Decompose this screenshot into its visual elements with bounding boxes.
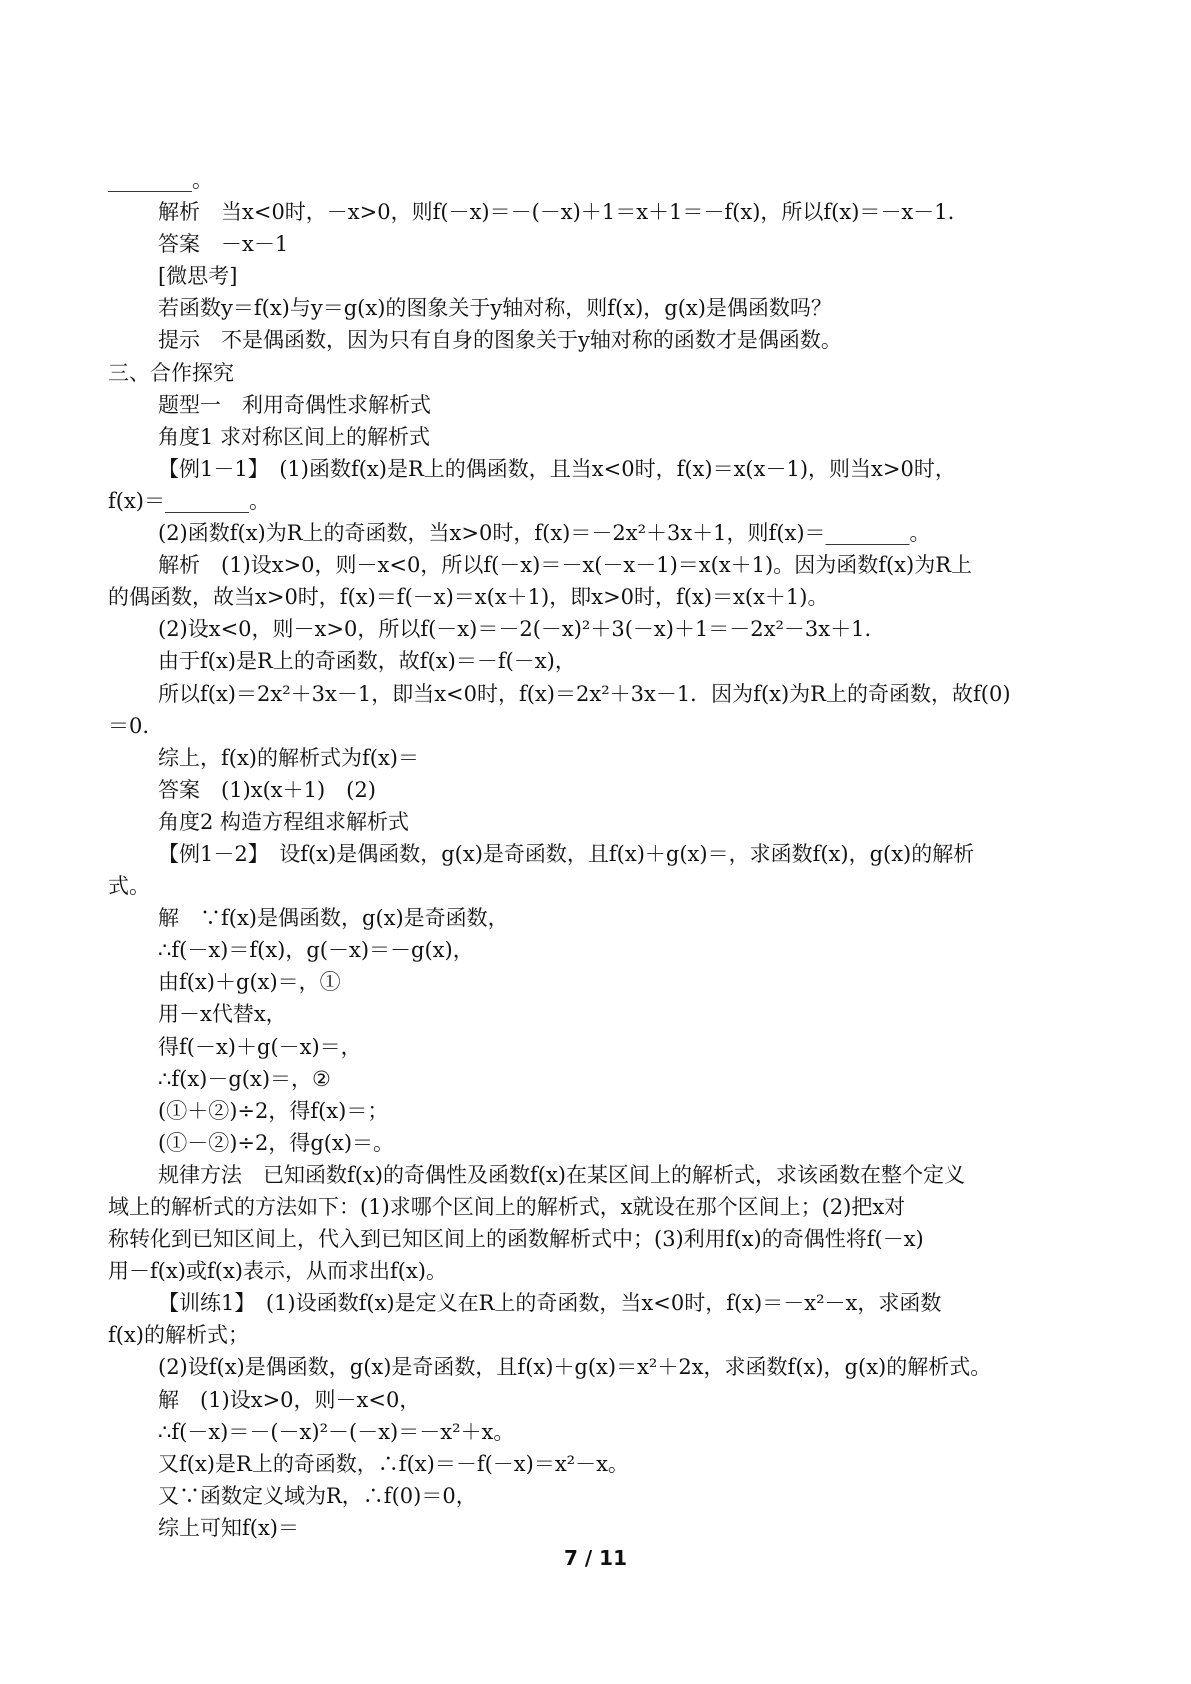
- text-line: (2)函数f(x)为R上的奇函数，当x>0时，f(x)＝－2x²＋3x＋1，则f(x)＝________。: [158, 521, 931, 546]
- text-line: 得f(－x)＋g(－x)＝，: [158, 1034, 362, 1059]
- text-line: ∴f(－x)＝f(x)，g(－x)＝－g(x)，: [158, 938, 474, 963]
- text-line: 综上可知f(x)＝: [158, 1515, 300, 1540]
- text-line: 又∵函数定义域为R，∴f(0)＝0，: [158, 1483, 477, 1508]
- text-line: (2)设f(x)是偶函数，g(x)是奇函数，且f(x)＋g(x)＝x²＋2x，求函数f(x)，g(x)的解析式。: [158, 1355, 992, 1380]
- text-line: (①＋②)÷2，得f(x)＝；: [158, 1098, 389, 1123]
- text-line: 角度2 构造方程组求解析式: [158, 809, 410, 834]
- text-line: 题型一 利用奇偶性求解析式: [158, 392, 431, 417]
- text-line: 解析 当x<0时，－x>0，则f(－x)＝－(－x)＋1＝x＋1＝－f(x)，所以f(x)＝－x－1.: [158, 200, 955, 225]
- text-line: 角度1 求对称区间上的解析式: [158, 424, 431, 449]
- page-number: 7 / 11: [564, 1546, 627, 1570]
- text-line: 式。: [108, 874, 150, 899]
- text-line: 规律方法 已知函数f(x)的奇偶性及函数f(x)在某区间上的解析式，求该函数在整个定义: [158, 1162, 965, 1187]
- text-line: 解 ∵f(x)是偶函数，g(x)是奇函数，: [158, 906, 509, 931]
- text-line: 的偶函数，故当x>0时，f(x)＝f(－x)＝x(x＋1)，即x>0时，f(x)＝x(x＋1)。: [108, 585, 829, 610]
- text-line: ∴f(x)－g(x)＝，②: [158, 1066, 331, 1091]
- text-line: 解析 (1)设x>0，则－x<0，所以f(－x)＝－x(－x－1)＝x(x＋1)。因为函数f(x)为R上: [158, 553, 973, 578]
- text-line: 由f(x)＋g(x)＝，①: [158, 970, 341, 995]
- text-line: 【训练1】 (1)设函数f(x)是定义在R上的奇函数，当x<0时，f(x)＝－x²－x，求函数: [158, 1291, 942, 1316]
- text-line: 【例1－1】 (1)函数f(x)是R上的偶函数，且当x<0时，f(x)＝x(x－1)，则当x>0时，: [158, 456, 956, 481]
- text-line: f(x)＝________。: [108, 488, 271, 513]
- text-line: 称转化到已知区间上，代入到已知区间上的函数解析式中；(3)利用f(x)的奇偶性将f(－x): [108, 1227, 924, 1252]
- text-line: 【例1－2】 设f(x)是偶函数，g(x)是奇函数，且f(x)＋g(x)＝，求函数f(x)，g(x)的解析: [158, 841, 975, 866]
- text-line: (①－②)÷2，得g(x)＝。: [158, 1130, 395, 1155]
- text-line: ________。: [108, 168, 213, 192]
- text-line: f(x)的解析式；: [108, 1323, 250, 1348]
- text-line: 用－x代替x，: [158, 1002, 287, 1027]
- text-line: 用－f(x)或f(x)表示，从而求出f(x)。: [108, 1259, 448, 1284]
- document-body: [108, 164, 1088, 1544]
- text-line: 三、合作探究: [108, 360, 234, 385]
- text-line: ＝0.: [108, 713, 150, 738]
- text-line: 提示 不是偶函数，因为只有自身的图象关于y轴对称的函数才是偶函数。: [158, 328, 842, 353]
- text-line: 所以f(x)＝2x²＋3x－1，即当x<0时，f(x)＝2x²＋3x－1．因为f(x)为R上的奇函数，故f(0): [158, 681, 1011, 706]
- text-line: 综上，f(x)的解析式为f(x)＝: [158, 745, 420, 770]
- text-line: 解 (1)设x>0，则－x<0，: [158, 1387, 421, 1412]
- text-line: 又f(x)是R上的奇函数，∴f(x)＝－f(－x)＝x²－x。: [158, 1451, 629, 1476]
- text-line: [微思考]: [158, 264, 238, 289]
- text-line: 答案 (1)x(x＋1) (2): [158, 777, 376, 802]
- text-line: ∴f(－x)＝－(－x)²－(－x)＝－x²＋x。: [158, 1419, 515, 1444]
- text-line: (2)设x<0，则－x>0，所以f(－x)＝－2(－x)²＋3(－x)＋1＝－2x²－3x＋1.: [158, 617, 872, 642]
- text-line: 若函数y＝f(x)与y＝g(x)的图象关于y轴对称，则f(x)，g(x)是偶函数吗？: [158, 296, 832, 321]
- text-line: 答案 －x－1: [158, 232, 289, 257]
- text-line: 域上的解析式的方法如下：(1)求哪个区间上的解析式，x就设在那个区间上；(2)把x对: [108, 1195, 906, 1219]
- text-line: 由于f(x)是R上的奇函数，故f(x)＝－f(－x)，: [158, 649, 576, 674]
